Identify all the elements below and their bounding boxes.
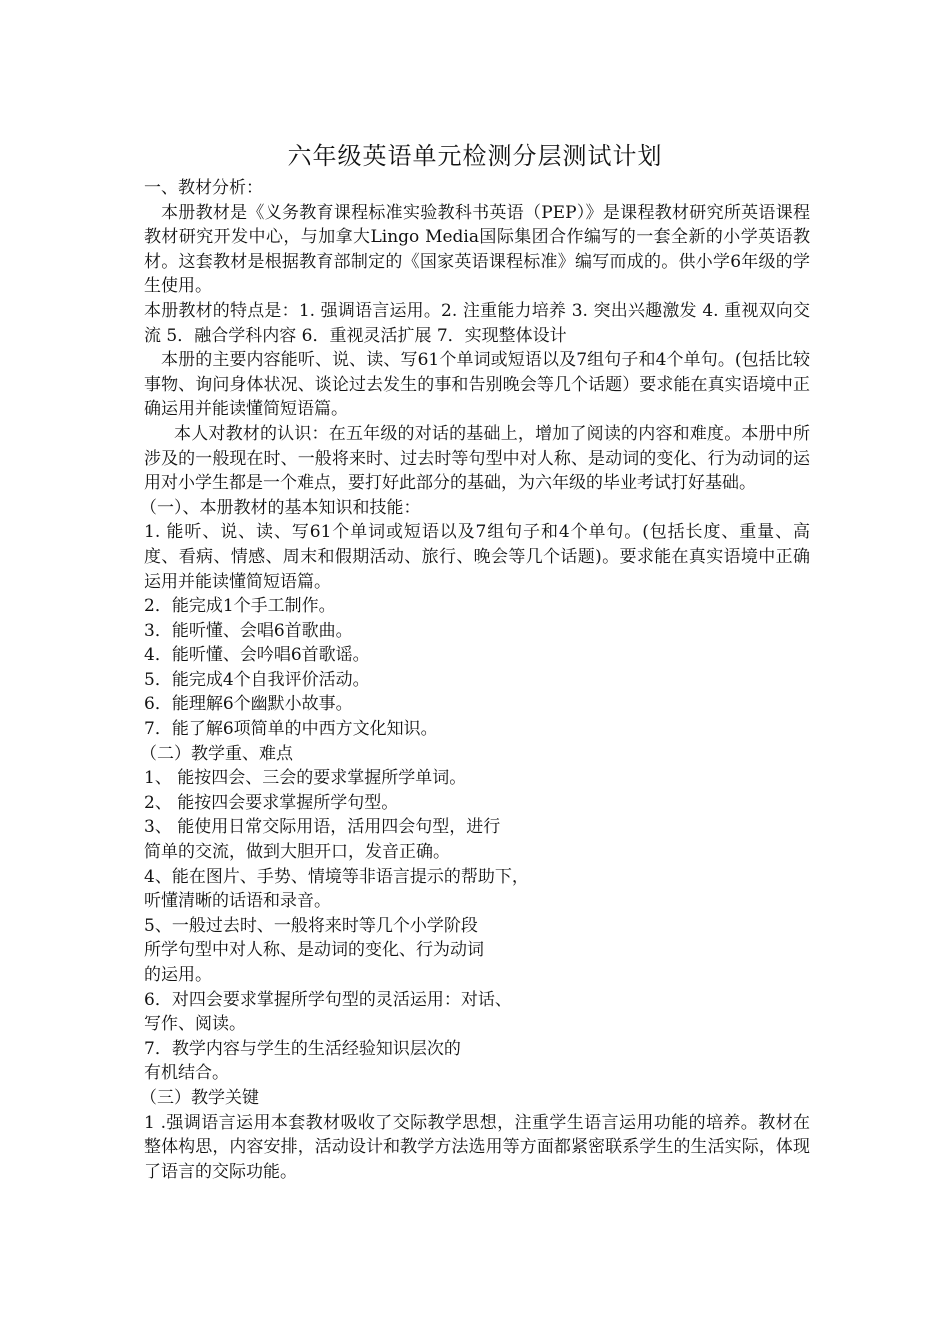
list-item: 5、一般过去时、一般将来时等几个小学阶段 (144, 915, 478, 936)
paragraph-personal-view: 本人对教材的认识：在五年级的对话的基础上，增加了阅读的内容和难度。本册中所涉及的一般现在时、一般将来时、过去时等句型中对人称、是动词的变化、行为动词的运用对小学生都是一个难点，要打好此部分的基础，为六年级的毕业考试打好基础。 (144, 423, 810, 494)
list-item: 7．教学内容与学生的生活经验知识层次的 (144, 1038, 461, 1059)
subheading-knowledge-skills: （一）、本册教材的基本知识和技能： (140, 497, 421, 518)
list-item: 3、 能使用日常交际用语，活用四会句型，进行 (144, 817, 501, 838)
list-item: 6．对四会要求掌握所学句型的灵活运用：对话、 (144, 989, 512, 1010)
document-body (140, 176, 810, 1184)
list-item-continuation: 有机结合。 (144, 1063, 229, 1084)
list-item-continuation: 的运用。 (144, 965, 212, 985)
list-item: 3．能听懂、会唱6首歌曲。 (144, 620, 353, 641)
list-item: 7．能了解6项简单的中西方文化知识。 (144, 719, 438, 740)
list-item: 4．能听懂、会吟唱6首歌谣。 (144, 645, 370, 666)
list-item: 6．能理解6个幽默小故事。 (144, 694, 353, 715)
paragraph-teaching-key: 1 .强调语言运用本套教材吸收了交际教学思想，注重学生语言运用功能的培养。教材在整体构思，内容安排，活动设计和教学方法选用等方面都紧密联系学生的生活实际，体现了语言的交际功能。 (144, 1112, 810, 1182)
list-item: 4、能在图片、手势、情境等非语言提示的帮助下， (144, 866, 529, 887)
subheading-teaching-key: （三）教学关键 (140, 1087, 259, 1108)
list-item: 1、 能按四会、三会的要求掌握所学单词。 (144, 768, 467, 789)
paragraph-textbook-features: 本册教材的特点是：1. 强调语言运用。2. 注重能力培养 3. 突出兴趣激发 4. 重视双向交流 5．融合学科内容 6．重视灵活扩展 7．实现整体设计 (144, 300, 810, 346)
paragraph-textbook-intro: 本册教材是《义务教育课程标准实验教科书英语（PEP）》是课程教材研究所英语课程教材研究开发中心，与加拿大Lingo Media国际集团合作编写的一套全新的小学英语教材。这套教材是根据教育部制定的《国家英语课程标准》编写而成的。供小学6年级的学生使用。 (144, 202, 810, 297)
subheading-key-difficult-points: （二）教学重、难点 (140, 743, 293, 764)
paragraph-main-content: 本册的主要内容能听、说、读、写61个单词或短语以及7组句子和4个单句。(包括比较事物、询问身体状况、谈论过去发生的事和告别晚会等几个话题）要求能在真实语境中正确运用并能读懂简短语篇。 (144, 350, 810, 420)
document-title: 六年级英语单元检测分层测试计划 (287, 142, 663, 170)
list-item: 5．能完成4个自我评价活动。 (144, 669, 370, 690)
list-item: 2、 能按四会要求掌握所学句型。 (144, 792, 399, 813)
list-item-continuation: 写作、阅读。 (144, 1014, 246, 1035)
list-item: 1. 能听、说、读、写61个单词或短语以及7组句子和4个单句。(包括长度、重量、高度、看病、情感、周末和假期活动、旅行、晚会等几个话题)。要求能在真实语境中正确运用并能读懂简短语篇。 (144, 522, 810, 592)
section-heading-textbook-analysis: 一、教材分析： (144, 178, 263, 198)
list-item: 2．能完成1个手工制作。 (144, 596, 336, 617)
list-item-continuation: 所学句型中对人称、是动词的变化、行为动词 (144, 940, 484, 961)
list-item-continuation: 简单的交流，做到大胆开口，发音正确。 (144, 842, 450, 863)
list-item-continuation: 听懂清晰的话语和录音。 (144, 891, 331, 912)
